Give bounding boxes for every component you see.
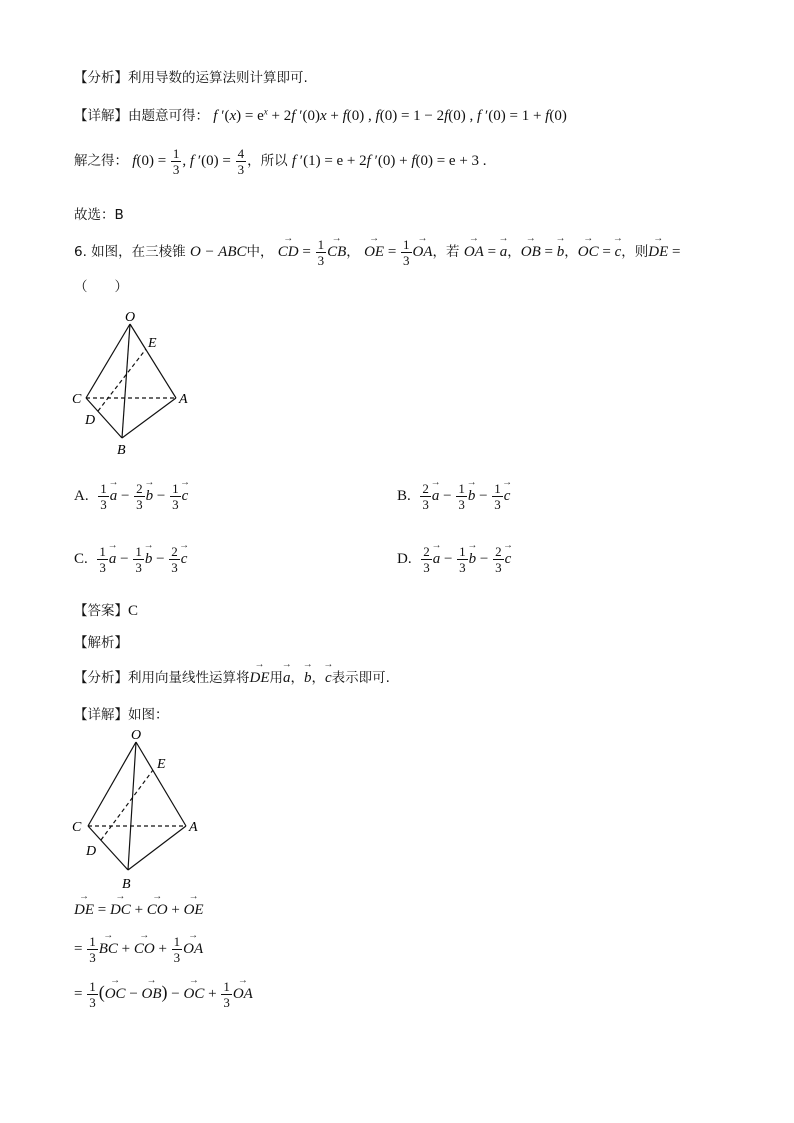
solution-detail-line xyxy=(74,703,169,723)
option-a-c3: 1 xyxy=(172,481,179,496)
option-a-letter: A. xyxy=(74,488,89,504)
question-text: 如图，在三棱锥 xyxy=(91,244,186,260)
label-b: B xyxy=(117,443,126,458)
option-d-c1: 2 xyxy=(423,544,430,559)
option-c-c3: 2 xyxy=(171,544,178,559)
option-d-letter: D. xyxy=(397,551,412,567)
solution-analysis-text-2: 用 xyxy=(269,670,283,686)
derivation-line-2: = $\frac{1}{3}$ → BC + → CO + $\frac{1}{3}$ → OA xyxy=(74,934,203,965)
derivative-equations: f $'(x) = e^x + 2f$ ′(0)x + f(0) , f(0) = 1 − 2f(0) , f ′(0) = 1 + f(0) xyxy=(213,106,567,124)
question-paren-line xyxy=(74,275,128,295)
prev-answer-line xyxy=(74,203,124,223)
option-c-c2: 1 xyxy=(135,544,142,559)
edge-ab xyxy=(122,398,176,438)
solution-analysis-text-1: 利用向量线性运算将 xyxy=(128,670,250,686)
option-a-c2: 2 xyxy=(136,481,143,496)
prev-solve-line xyxy=(74,146,487,177)
label-a: A xyxy=(179,392,188,407)
prev-analysis-line xyxy=(74,66,308,86)
edge-oa-2 xyxy=(136,742,186,826)
analysis-text: 利用导数的运算法则计算即可. xyxy=(128,70,308,86)
option-a[interactable]: A. $\frac{1}{3}$ → a − $\frac{2}{3}$ → b − $\frac{1}{3}$ → c xyxy=(74,481,188,512)
option-b-letter: B. xyxy=(397,488,411,504)
option-d[interactable]: D. $\frac{2}{3}$ → a − $\frac{1}{3}$ → b − $\frac{2}{3}$ → c xyxy=(397,544,511,575)
label-c-2: C xyxy=(72,820,82,835)
label-d: D xyxy=(85,413,96,428)
label-c: C xyxy=(72,392,82,407)
tetrahedron-figure xyxy=(66,302,206,462)
option-c-c1: 1 xyxy=(99,544,106,559)
solution-detail-text: 如图： xyxy=(128,707,169,723)
solution-analysis-tag: 【分析】 xyxy=(74,670,128,686)
label-o: O xyxy=(125,310,136,325)
tetrahedron-name: O − ABC xyxy=(189,244,247,260)
label-e: E xyxy=(148,336,157,351)
option-b[interactable]: B. $\frac{2}{3}$ → a − $\frac{1}{3}$ → b − $\frac{1}{3}$ → c xyxy=(397,481,510,512)
label-e-2: E xyxy=(157,757,166,772)
solve-prefix: 解之得： xyxy=(74,153,128,169)
analysis-tag: 【分析】 xyxy=(74,70,128,86)
label-d-2: D xyxy=(86,844,97,859)
edge-ab-2 xyxy=(128,826,186,870)
jiexi-line xyxy=(74,631,128,651)
answer-paren: （ ） xyxy=(74,279,128,295)
solve-result: f ′(1) = e + 2f ′(0) + f(0) = e + 3 . xyxy=(291,153,487,169)
answer-line xyxy=(74,599,138,620)
option-d-c2: 1 xyxy=(459,544,466,559)
derivation-line-1: → DE = → DC + → CO + → OE xyxy=(74,902,204,919)
answer-value: C xyxy=(128,603,139,619)
edge-ob-2 xyxy=(128,742,136,870)
solution-analysis-text-3: 表示即可. xyxy=(331,670,390,686)
edge-oc-2 xyxy=(88,742,136,826)
label-o-2: O xyxy=(131,728,142,743)
condition-vectors: → OA = → a，→ OB = → b，→ OC = → c xyxy=(464,244,621,260)
question-ze: ，则 xyxy=(621,244,649,260)
question-ruo: ，若 xyxy=(432,244,460,260)
label-a-2: A xyxy=(189,820,198,835)
condition-cd: → CD = $\frac{1}{3}$ → CB xyxy=(278,244,346,260)
tetrahedron-figure-solution xyxy=(66,722,216,894)
edge-oc xyxy=(86,324,130,398)
segment-de-dashed xyxy=(98,349,146,411)
derivation-line-3: = $\frac{1}{3}$ (→ OC − → OB) − → OC + $\frac{1}{3}$ → OA xyxy=(74,979,253,1010)
option-b-c3: 1 xyxy=(494,481,501,496)
option-b-c2: 1 xyxy=(458,481,465,496)
option-a-c1: 1 xyxy=(100,481,107,496)
jiexi-tag: 【解析】 xyxy=(74,635,128,651)
solution-detail-tag: 【详解】 xyxy=(74,707,128,723)
detail-tag: 【详解】 xyxy=(74,108,128,124)
detail-text: 由题意可得： xyxy=(128,108,209,124)
solve-mid: ，所以 xyxy=(247,153,288,169)
solution-analysis-line: 【分析】利用向量线性运算将→ DE用→ a，→ b，→ c表示即可. xyxy=(74,666,390,687)
condition-oe: → OE = $\frac{1}{3}$ → OA xyxy=(364,244,432,260)
question-number: 6. xyxy=(74,244,92,260)
question-zhong: 中， xyxy=(246,244,274,260)
answer-tag: 【答案】 xyxy=(74,603,128,619)
solve-values: f(0) = $\frac{1}{3}$ , f ′(0) = $\frac{4}{3}$ xyxy=(132,146,245,177)
option-c[interactable]: C. $\frac{1}{3}$ → a − $\frac{1}{3}$ → b − $\frac{2}{3}$ → c xyxy=(74,544,187,575)
option-b-c1: 2 xyxy=(422,481,429,496)
question-6-line: 6. 如图，在三棱锥 O − ABC中， → CD = $\frac{1}{3}$ → CB， → OE = $\frac{1}{3}$ → OA，若 → OA = → a，→ OB = → b，→ OC = → c，则→ DE = xyxy=(74,237,680,268)
label-b-2: B xyxy=(122,877,131,892)
segment-de-dashed-2 xyxy=(101,770,153,840)
target-vector: → DE xyxy=(648,244,668,261)
prev-detail-line xyxy=(74,104,567,125)
option-d-c3: 2 xyxy=(495,544,502,559)
prev-answer: 故选：B xyxy=(74,207,124,223)
edge-ob xyxy=(122,324,130,438)
option-c-letter: C. xyxy=(74,551,88,567)
